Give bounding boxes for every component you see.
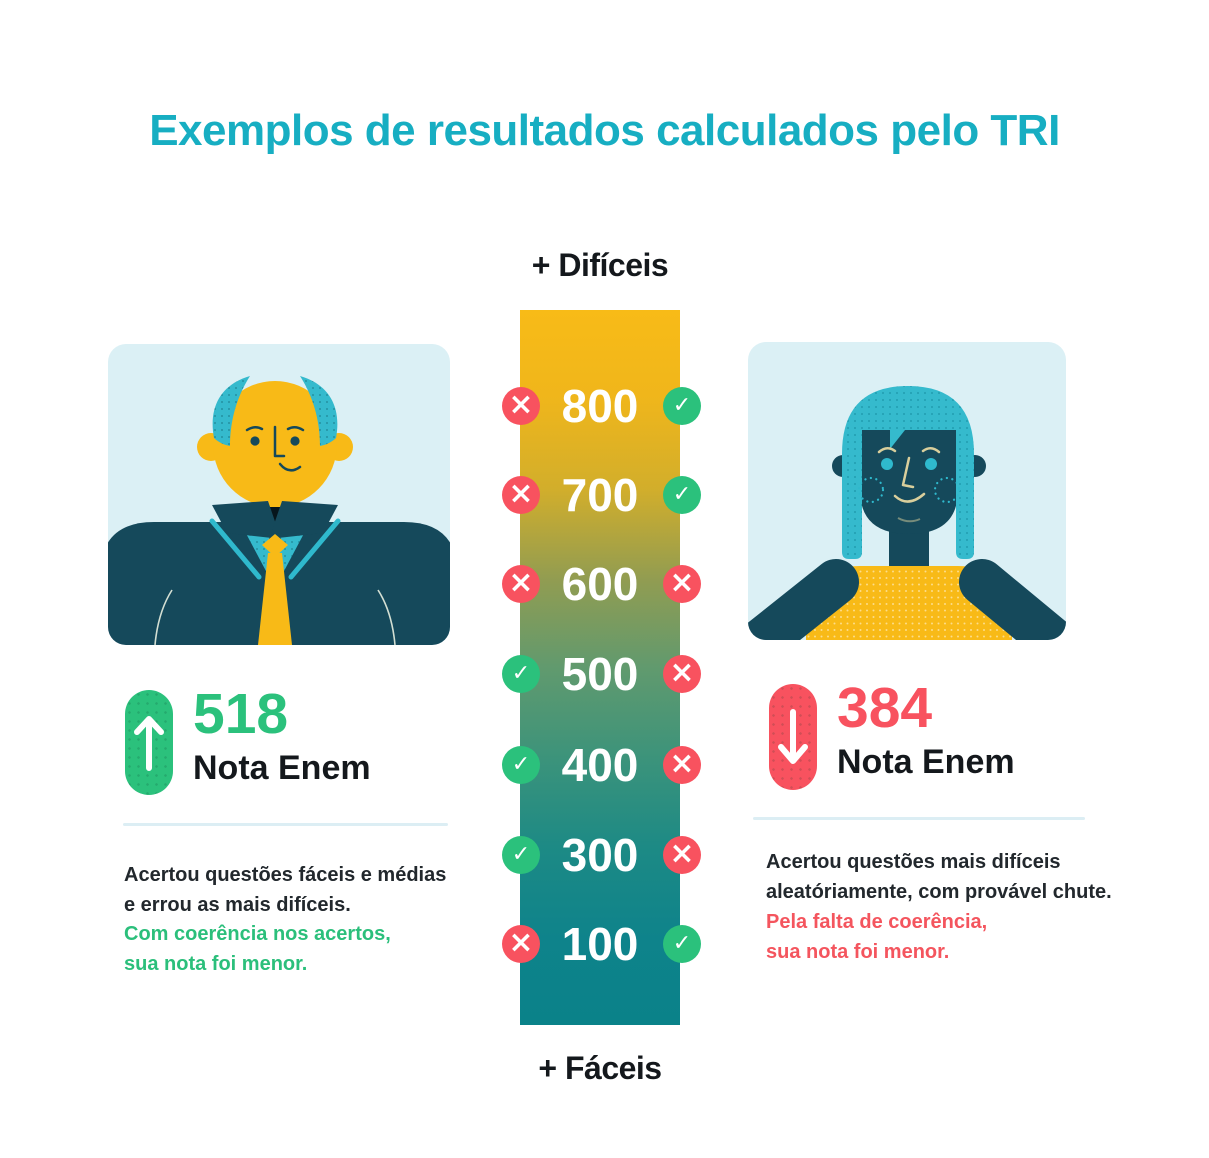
left-score-label: Nota Enem bbox=[193, 749, 371, 787]
up-arrow-icon bbox=[125, 690, 173, 795]
scale-value: 800 bbox=[561, 380, 639, 432]
page-title: Exemplos de resultados calculados pelo TRI bbox=[149, 106, 1060, 155]
left-avatar-card bbox=[108, 344, 450, 645]
scale-value: 100 bbox=[561, 918, 639, 970]
scale-row bbox=[470, 650, 730, 698]
scale-value: 700 bbox=[561, 469, 639, 521]
scale-row bbox=[470, 741, 730, 789]
answer-badge-right-icon bbox=[663, 746, 701, 784]
scale-row bbox=[470, 831, 730, 879]
left-description bbox=[124, 861, 446, 979]
answer-badge-right-icon bbox=[663, 836, 701, 874]
description-line: Com coerência nos acertos, bbox=[124, 923, 391, 945]
down-arrow-icon bbox=[769, 684, 817, 790]
scale-value: 300 bbox=[561, 829, 639, 881]
right-description bbox=[766, 847, 1112, 967]
score-trend-down-pill bbox=[769, 684, 817, 790]
description-line: e errou as mais difíceis. bbox=[124, 893, 351, 916]
scale-row bbox=[470, 382, 730, 430]
divider bbox=[753, 817, 1085, 820]
score-trend-up-pill bbox=[125, 690, 173, 795]
scale-row bbox=[470, 560, 730, 608]
left-score-value: 518 bbox=[193, 682, 289, 746]
scale-row bbox=[470, 920, 730, 968]
divider bbox=[123, 823, 448, 826]
scale-value: 400 bbox=[561, 739, 639, 791]
description-line: Pela falta de coerência, bbox=[766, 911, 988, 933]
answer-badge-right-icon bbox=[663, 387, 701, 425]
scale-row bbox=[470, 471, 730, 519]
description-line: sua nota foi menor. bbox=[766, 941, 950, 963]
description-line: Acertou questões mais difíceis bbox=[766, 851, 1061, 873]
easier-end-label: + Fáceis bbox=[538, 1050, 662, 1086]
answer-badge-right-icon bbox=[663, 476, 701, 514]
right-avatar-card bbox=[748, 342, 1066, 640]
answer-badge-right-icon bbox=[663, 565, 701, 603]
right-score-value: 384 bbox=[837, 676, 933, 740]
description-line: aleatóriamente, com provável chute. bbox=[766, 881, 1112, 903]
scale-value: 600 bbox=[561, 558, 639, 610]
description-line: sua nota foi menor. bbox=[124, 952, 308, 975]
harder-end-label: + Difíceis bbox=[531, 247, 669, 283]
scale-value: 500 bbox=[561, 648, 639, 700]
older-man-illustration bbox=[108, 344, 450, 645]
answer-badge-right-icon bbox=[663, 655, 701, 693]
description-line: Acertou questões fáceis e médias bbox=[124, 864, 447, 886]
young-woman-illustration bbox=[748, 342, 1066, 640]
right-score-label: Nota Enem bbox=[837, 743, 1015, 781]
answer-badge-right-icon bbox=[663, 925, 701, 963]
